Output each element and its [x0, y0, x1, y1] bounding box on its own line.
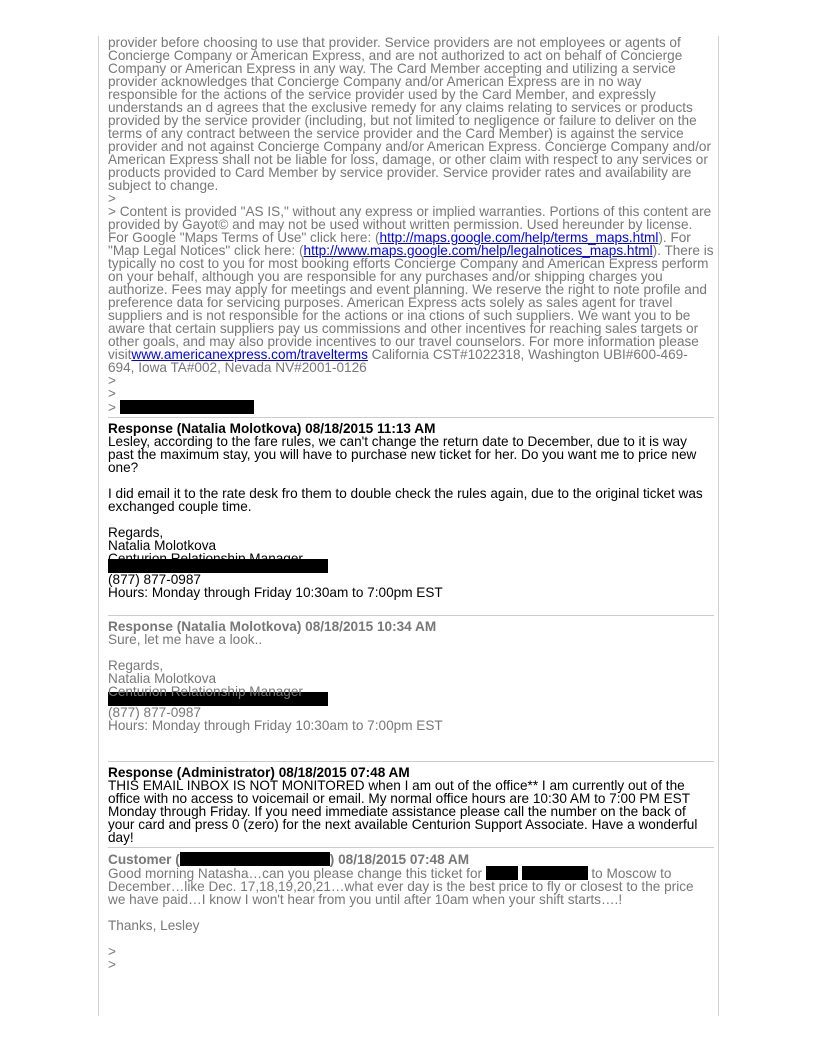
- response-body: THIS EMAIL INBOX IS NOT MONITORED when I am out of the office** I am currently out of the office with no access to voicemail or email. My normal office hours are 10:30 AM to 7:00 PM EST Monday through Friday. If you need immediate assistance please call the number on the back of your card and press 0 (zero) for the next available Centurion Support Associate. Have a wonderful day!: [108, 778, 698, 845]
- disclaimer-text-c: ). There is typically no cost to you for most booking efforts Concierge Company and American Express perform on your behalf, although you are responsible for any purchases and/or shipping charges you authorize. Fees may apply for meetings and event planning. We reserve the right to note profile and preference data for servicing purposes. American Express acts solely as sales agent for travel suppliers and is not responsible for the actions or ina ctions of such suppliers. We want you to be aware that certain suppliers pay us commissions and other incentives for reaching sales targets or other goals, and may also provide incentives to our travel counselors. For more information please visit: [108, 243, 714, 362]
- customer-header-suffix: ) 08/18/2015 07:48 AM: [329, 852, 470, 867]
- response-header: Response (Natalia Molotkova) 08/18/2015 10:34 AM: [108, 619, 437, 634]
- left-border: [98, 36, 99, 1016]
- customer-body-b: to Moscow to December…like Dec. 17,18,19,20,21…what ever day is the best price to fly or closest to the price we have paid…I know I won't hear from you until after 10am when your shift starts….!: [108, 866, 694, 907]
- quote-marker-redacted: [108, 400, 714, 414]
- signature-phone: (877) 877-0987: [108, 572, 201, 587]
- divider: [108, 761, 714, 762]
- signature-title: Centurion Relationship Manager: [108, 551, 303, 566]
- signature-regards: Regards,: [108, 658, 164, 673]
- disclaimer-text-d: California CST#1022318, Washington UBI#600-469-694, Iowa TA#002, Nevada NV#2001-0126: [108, 347, 688, 375]
- signature-name: Natalia Molotkova: [108, 538, 217, 553]
- quote-marker: >: [108, 957, 116, 972]
- customer-body-a: Good morning Natasha…can you please change this ticket for: [108, 866, 486, 881]
- google-maps-terms-link[interactable]: http://maps.google.com/help/terms_maps.html: [379, 230, 659, 245]
- signature-hours: Hours: Monday through Friday 10:30am to 7:00pm EST: [108, 718, 443, 733]
- customer-body: [108, 866, 714, 906]
- redaction-bar: [180, 852, 330, 866]
- customer-entry: [108, 852, 714, 971]
- quote-marker: >: [108, 191, 116, 206]
- response-entry-2: [108, 620, 714, 758]
- redaction-bar: [120, 400, 254, 414]
- signature-hours: Hours: Monday through Friday 10:30am to 7:00pm EST: [108, 585, 443, 600]
- response-header: Response (Natalia Molotkova) 08/18/2015 11:13 AM: [108, 421, 436, 436]
- response-entry-3: [108, 766, 714, 844]
- google-maps-legal-link[interactable]: http://www.maps.google.com/help/legalnotices_maps.html: [303, 243, 653, 258]
- redaction-bar: [486, 866, 518, 880]
- customer-header-prefix: Customer (: [108, 852, 180, 867]
- signature-title: Centurion Relationship Manager: [108, 684, 303, 699]
- quote-marker: >: [108, 386, 116, 401]
- right-border: [718, 36, 719, 1016]
- response-header: Response (Administrator) 08/18/2015 07:48 AM: [108, 765, 410, 780]
- disclaimer-block: [108, 36, 714, 414]
- quote-marker: >: [108, 400, 116, 415]
- signature-phone: (877) 877-0987: [108, 705, 201, 720]
- divider: [108, 847, 714, 848]
- amex-travel-terms-link[interactable]: www.americanexpress.com/travelterms: [131, 347, 368, 362]
- redaction-bar: [522, 866, 588, 880]
- disclaimer-text-a: > Content is provided "AS IS," without any express or implied warranties. Portions of this content are provided by Gayot© and may not be used without written permission. Used hereunder by license. For Google "Maps Terms of Use" click here: (: [108, 204, 712, 245]
- signature-name: Natalia Molotkova: [108, 671, 217, 686]
- response-body: I did email it to the rate desk fro them to double check the rules again, due to the original ticket was exchanged couple time.: [108, 486, 703, 514]
- divider: [108, 417, 714, 418]
- customer-header: [108, 852, 714, 866]
- quote-marker: >: [108, 373, 116, 388]
- signature-regards: Regards,: [108, 525, 164, 540]
- divider: [108, 615, 714, 616]
- response-body: Sure, let me have a look..: [108, 632, 263, 647]
- disclaimer-paragraph-2: [108, 205, 714, 374]
- disclaimer-text-b: ). For "Map Legal Notices" click here: (: [108, 230, 691, 258]
- response-body: Lesley, according to the fare rules, we can't change the return date to December, due to it is way past the maximum stay, you will have to purchase new ticket for her. Do you want me to price new one?: [108, 434, 697, 475]
- customer-signoff: Thanks, Lesley: [108, 918, 200, 933]
- response-entry-1: [108, 422, 714, 612]
- quote-marker: >: [108, 944, 116, 959]
- disclaimer-paragraph-1: provider before choosing to use that provider. Service providers are not employees or agents of Concierge Company or American Express, and are not authorized to act on behalf of Concierge Company or American Express in any way. The Card Member accepting and utilizing a service provider acknowledges that Concierge Company and/or American Express are in no way responsible for the actions of the service provider used by the Card Member, and expressly understands an d agrees that the exclusive remedy for any claims relating to services or products provided by the service provider (including, but not limited to negligence or failure to deliver on the terms of any contract between the service provider and the Card Member) is against the service provider and not against Concierge Company and/or American Express. Concierge Company and/or American Express shall not be liable for loss, damage, or other claim with respect to any services or products provided to Card Member by service provider. Service provider rates and availability are subject to change.: [108, 35, 711, 193]
- email-thread: [108, 36, 714, 971]
